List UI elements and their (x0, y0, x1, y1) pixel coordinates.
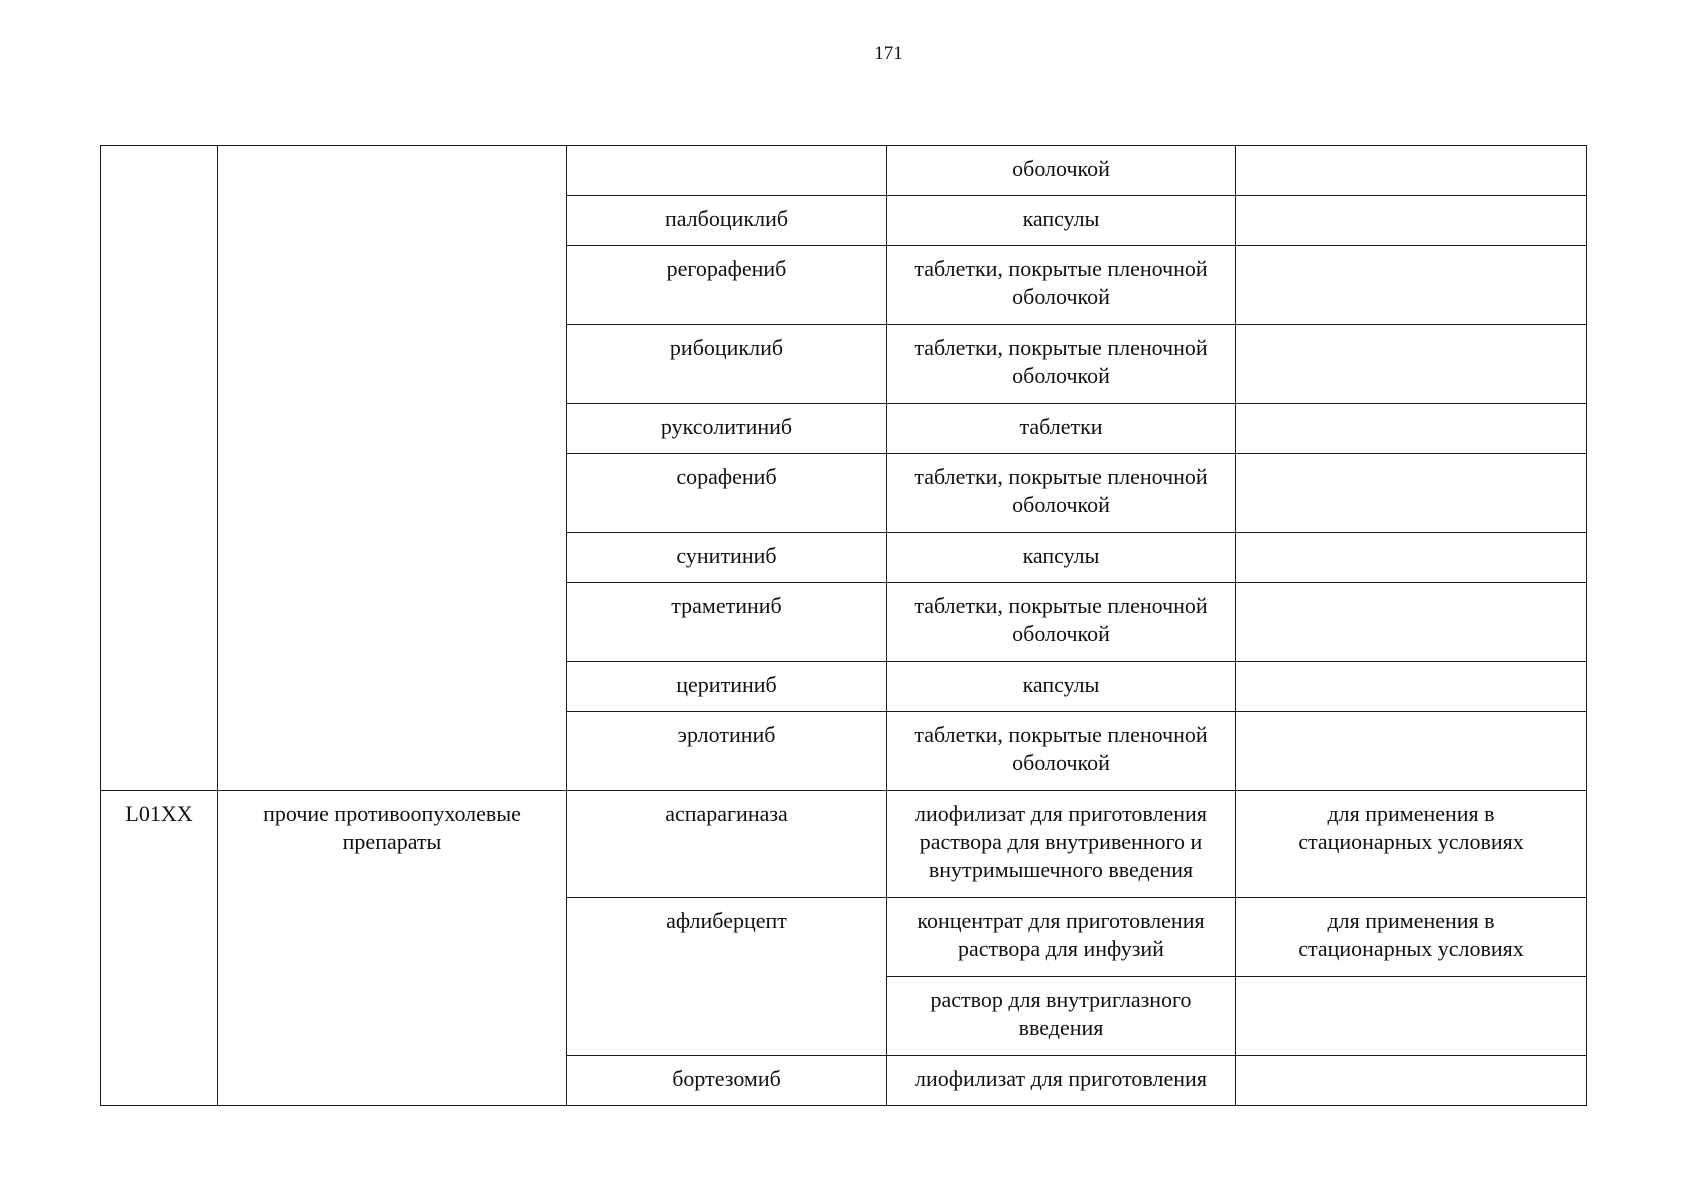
form-cell: капсулы (887, 196, 1236, 246)
table-row (101, 146, 1587, 196)
drug-cell: аспарагиназа (567, 791, 887, 898)
table-row (101, 791, 1587, 898)
page-number: 171 (874, 43, 903, 64)
drug-cell: афлиберцепт (567, 898, 887, 1056)
drug-cell: рибоциклиб (567, 325, 887, 404)
group-cell: прочие противоопухолевые препараты (218, 791, 567, 1106)
note-cell (1236, 325, 1587, 404)
drug-cell: церитиниб (567, 662, 887, 712)
code-cell-empty (101, 146, 218, 791)
note-cell (1236, 583, 1587, 662)
form-cell: капсулы (887, 533, 1236, 583)
form-cell: таблетки, покрытые пленочной оболочкой (887, 246, 1236, 325)
drug-cell (567, 146, 887, 196)
drug-cell: палбоциклиб (567, 196, 887, 246)
drug-cell: сунитиниб (567, 533, 887, 583)
note-cell: для применения в стационарных условиях (1236, 791, 1587, 898)
note-cell (1236, 1056, 1587, 1106)
drug-cell: регорафениб (567, 246, 887, 325)
group-cell-empty (218, 146, 567, 791)
note-cell: для применения в стационарных условиях (1236, 898, 1587, 977)
form-cell: таблетки, покрытые пленочной оболочкой (887, 583, 1236, 662)
note-cell (1236, 196, 1587, 246)
note-cell (1236, 146, 1587, 196)
drug-cell: траметиниб (567, 583, 887, 662)
drug-cell: сорафениб (567, 454, 887, 533)
form-cell: концентрат для приготовления раствора для инфузий (887, 898, 1236, 977)
drug-table (100, 145, 1587, 1106)
form-cell: оболочкой (887, 146, 1236, 196)
form-cell: лиофилизат для приготовления раствора для внутривенного и внутримышечного введения (887, 791, 1236, 898)
note-cell (1236, 712, 1587, 791)
form-cell: лиофилизат для приготовления (887, 1056, 1236, 1106)
form-cell: капсулы (887, 662, 1236, 712)
form-cell: таблетки, покрытые пленочной оболочкой (887, 712, 1236, 791)
form-cell: таблетки (887, 404, 1236, 454)
form-cell: таблетки, покрытые пленочной оболочкой (887, 325, 1236, 404)
note-cell (1236, 977, 1587, 1056)
drug-cell: эрлотиниб (567, 712, 887, 791)
code-cell: L01XX (101, 791, 218, 1106)
form-cell: таблетки, покрытые пленочной оболочкой (887, 454, 1236, 533)
form-cell: раствор для внутриглазного введения (887, 977, 1236, 1056)
note-cell (1236, 404, 1587, 454)
note-cell (1236, 246, 1587, 325)
drug-cell: руксолитиниб (567, 404, 887, 454)
note-cell (1236, 533, 1587, 583)
note-cell (1236, 662, 1587, 712)
drug-cell: бортезомиб (567, 1056, 887, 1106)
note-cell (1236, 454, 1587, 533)
